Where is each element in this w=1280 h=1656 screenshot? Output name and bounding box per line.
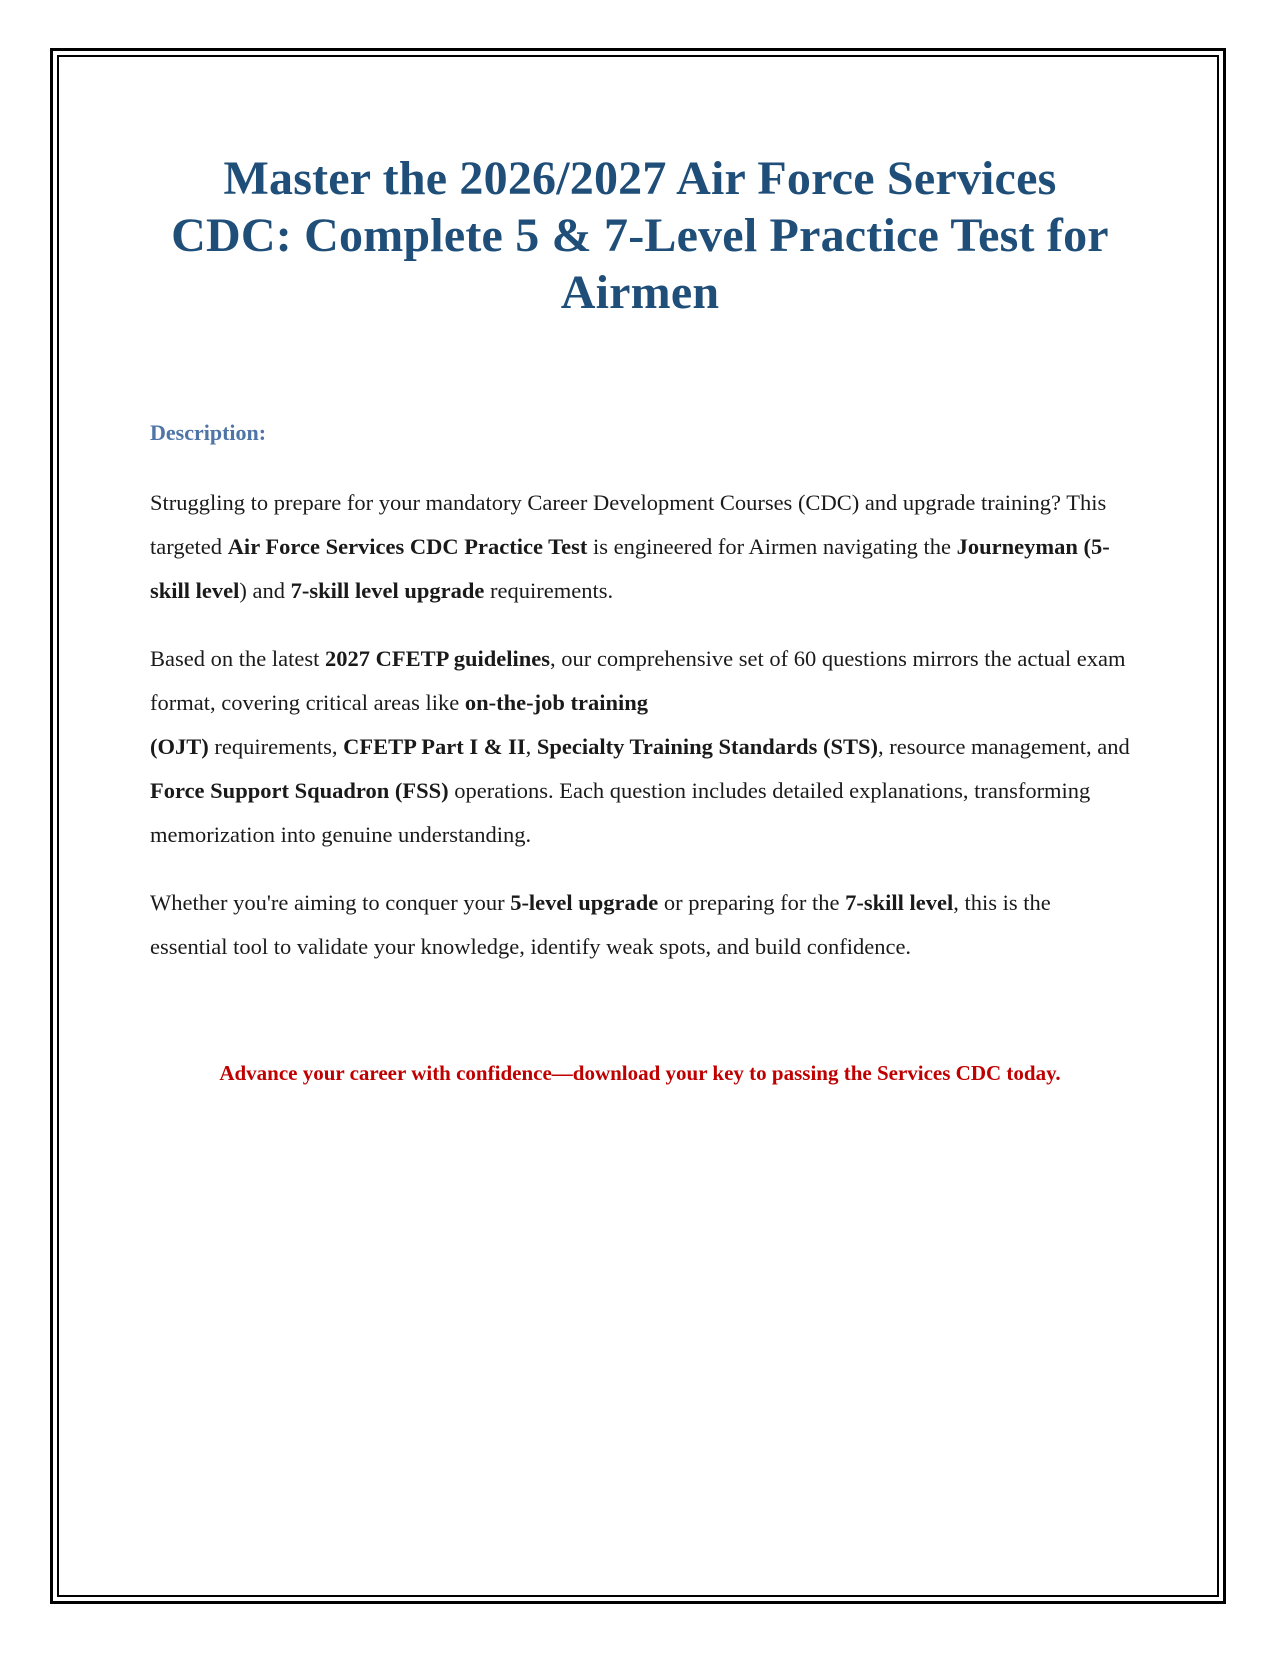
document-content (150, 150, 1130, 1087)
title-line-1: Master the 2026/2027 Air Force Services (223, 152, 1057, 205)
call-to-action: Advance your career with confidence—download your key to passing the Services CDC today. (219, 1061, 1061, 1085)
p3-text-3: , this is the essential tool to validate your knowledge, identify weak spots, and build confidence. (150, 890, 1051, 959)
p1-bold-2: Journeyman (5-skill level (150, 534, 1110, 603)
p3-bold-2: 7-skill level (845, 890, 954, 915)
p2-bold-2b: (OJT) (150, 734, 209, 759)
title-line-2: CDC: Complete 5 & 7-Level Practice Test for (171, 209, 1109, 262)
paragraph-3 (150, 881, 1130, 969)
p1-text-3: ) and (239, 578, 291, 603)
p2-bold-5: Force Support Squadron (FSS) (150, 778, 449, 803)
description-label: Description: (150, 420, 267, 445)
p2-text-1: Based on the latest (150, 646, 325, 671)
p2-text-2: , our comprehensive set of 60 questions mirrors the actual exam format, covering critical areas like (150, 646, 1126, 715)
p2-bold-2a: on-the-job training (464, 690, 648, 715)
p2-bold-4: Specialty Training Standards (STS) (536, 734, 878, 759)
p1-text-1: Struggling to prepare for your mandatory Career Development Courses (CDC) and upgrade training? This targeted (150, 490, 1107, 559)
p1-text-2: is engineered for Airmen navigating the (587, 534, 957, 559)
title-line-3: Airmen (560, 266, 720, 319)
paragraph-1 (150, 481, 1130, 613)
p3-bold-1: 5-level upgrade (510, 890, 659, 915)
p2-text-3: requirements, (208, 734, 344, 759)
p2-text-6: operations. Each question includes detailed explanations, transforming memorization into genuine understanding. (150, 778, 1091, 847)
p3-text-2: or preparing for the (658, 890, 846, 915)
p2-text-4: , (525, 734, 537, 759)
document-title (150, 150, 1130, 321)
p1-bold-3: 7-skill level upgrade (290, 578, 485, 603)
p3-text-1: Whether you're aiming to conquer your (150, 890, 511, 915)
p1-bold-1: Air Force Services CDC Practice Test (227, 534, 588, 559)
p2-bold-3: CFETP Part I & II (343, 734, 526, 759)
p2-bold-1: 2027 CFETP guidelines (324, 646, 551, 671)
paragraph-2 (150, 637, 1130, 857)
p1-text-4: requirements. (484, 578, 614, 603)
p2-text-5: , resource management, and (877, 734, 1130, 759)
